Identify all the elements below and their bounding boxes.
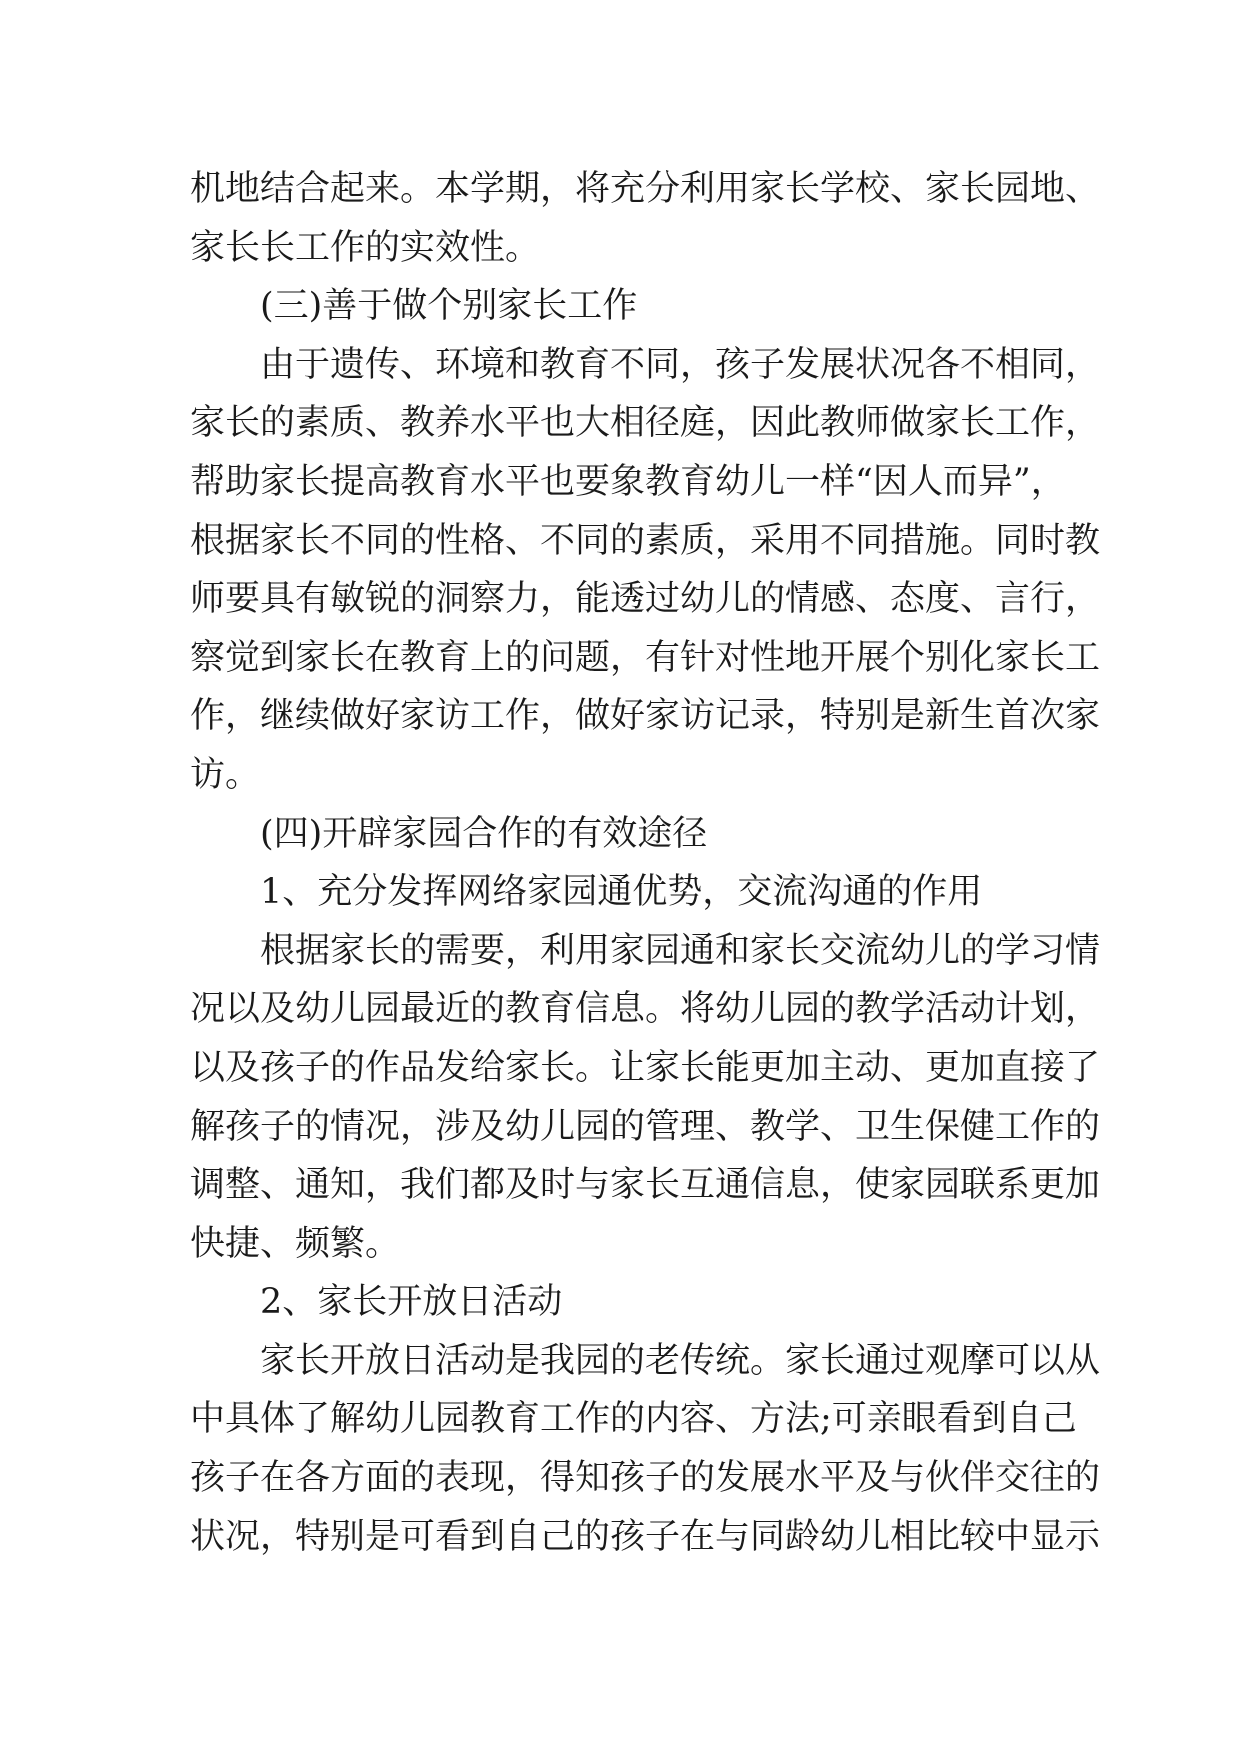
text-line: 家长的素质、教养水平也大相径庭，因此教师做家长工作， xyxy=(190,403,1101,444)
text-line: 察觉到家长在教育上的问题，有针对性地开展个别化家长工 xyxy=(190,637,1101,678)
subsection-heading: 2、家长开放日活动 xyxy=(260,1282,563,1323)
text-line: 作，继续做好家访工作，做好家访记录，特别是新生首次家 xyxy=(190,696,1101,737)
body-text xyxy=(190,160,1101,1566)
text-line: 调整、通知，我们都及时与家长互通信息，使家园联系更加 xyxy=(190,1165,1101,1206)
text-line: 家长开放日活动是我园的老传统。家长通过观摩可以从 xyxy=(260,1340,1101,1381)
text-line: 根据家长的需要，利用家园通和家长交流幼儿的学习情 xyxy=(260,930,1101,971)
section-heading: (三)善于做个别家长工作 xyxy=(260,286,638,327)
text-line: 帮助家长提高教育水平也要象教育幼儿一样“因人而异”， xyxy=(190,461,1066,502)
text-line: 解孩子的情况，涉及幼儿园的管理、教学、卫生保健工作的 xyxy=(190,1106,1101,1147)
text-line: 师要具有敏锐的洞察力，能透过幼儿的情感、态度、言行， xyxy=(190,579,1101,620)
text-line: 况以及幼儿园最近的教育信息。将幼儿园的教学活动计划， xyxy=(190,989,1101,1030)
text-line: 以及孩子的作品发给家长。让家长能更加主动、更加直接了 xyxy=(190,1047,1101,1088)
text-line: 家长长工作的实效性。 xyxy=(190,227,541,268)
section-heading: (四)开辟家园合作的有效途径 xyxy=(260,813,708,854)
text-line: 孩子在各方面的表现，得知孩子的发展水平及与伙伴交往的 xyxy=(190,1458,1101,1499)
text-line: 机地结合起来。本学期，将充分利用家长学校、家长园地、 xyxy=(190,169,1101,209)
text-line: 访。 xyxy=(190,754,261,795)
text-line: 根据家长不同的性格、不同的素质，采用不同措施。同时教 xyxy=(190,520,1101,561)
subsection-heading: 1、充分发挥网络家园通优势，交流沟通的作用 xyxy=(260,872,983,913)
text-line: 快捷、频繁。 xyxy=(190,1223,401,1264)
text-line: 由于遗传、环境和教育不同，孩子发展状况各不相同， xyxy=(260,344,1101,385)
text-line: 状况，特别是可看到自己的孩子在与同龄幼儿相比较中显示 xyxy=(190,1516,1101,1557)
text-line: 中具体了解幼儿园教育工作的内容、方法;可亲眼看到自己 xyxy=(190,1399,1077,1440)
